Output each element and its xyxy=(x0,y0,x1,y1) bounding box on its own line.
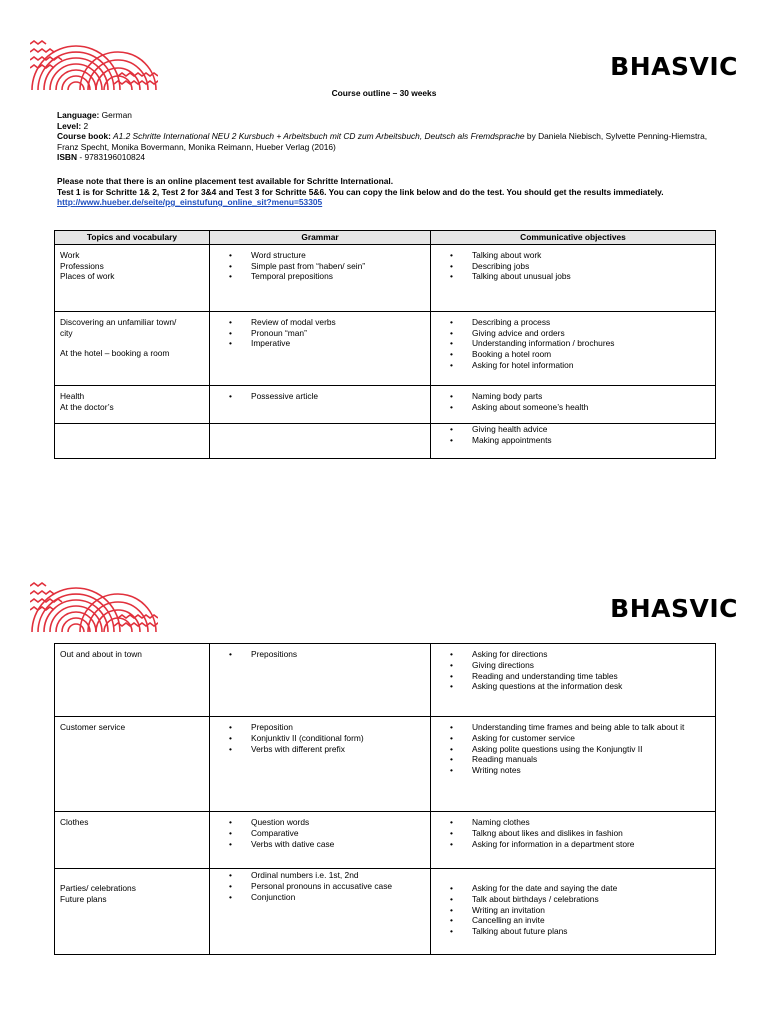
language-line xyxy=(57,110,722,121)
objective-item: • Booking a hotel room xyxy=(462,349,710,360)
topics-cell xyxy=(55,644,210,717)
document-title: Course outline – 30 weeks xyxy=(331,88,437,98)
grammar-item: • Personal pronouns in accusative case xyxy=(241,881,425,892)
level-label: Level: xyxy=(57,120,82,131)
coursebook-title: A1.2 Schritte International NEU 2 Kursbuch + Arbeitsbuch mit CD zum Arbeitsbuch, Deutsch als Fremdsprache xyxy=(110,131,525,141)
grammar-cell xyxy=(210,385,431,423)
objective-item: • Writing notes xyxy=(462,765,710,776)
course-table-2 xyxy=(54,643,716,955)
topics-cell xyxy=(55,244,210,311)
grammar-cell xyxy=(210,869,431,955)
table-row xyxy=(55,244,716,311)
objective-item: • Asking for the date and saying the date xyxy=(462,883,710,894)
topics-cell xyxy=(55,812,210,869)
bhasvic-wave-logo xyxy=(30,30,158,92)
isbn-value: - 9783196010824 xyxy=(77,152,146,162)
isbn-label: ISBN xyxy=(57,152,78,162)
course-meta xyxy=(57,110,722,163)
objective-item: • Describing a process xyxy=(462,317,710,328)
grammar-item: • Verbs with dative case xyxy=(241,839,425,850)
grammar-item: • Simple past from “haben/ sein” xyxy=(241,261,425,272)
grammar-item: • Imperative xyxy=(241,338,425,349)
topic-text: Places of work xyxy=(60,271,115,282)
document-page-2 xyxy=(0,540,768,1024)
grammar-cell xyxy=(210,244,431,311)
topic-text: Health xyxy=(60,390,85,401)
grammar-item: • Possessive article xyxy=(241,391,425,402)
objectives-cell xyxy=(431,812,716,869)
grammar-item: • Prepositions xyxy=(241,649,425,660)
topics-cell xyxy=(55,385,210,423)
language-label: Language: xyxy=(57,110,100,120)
coursebook-authors: by Daniela Niebisch, Sylvette Penning-Hiemstra, Franz Specht, Monika Bovermann, Monika Reimann, Hueber Verlag (2016) xyxy=(57,131,708,152)
grammar-cell xyxy=(210,812,431,869)
topic-text: Work xyxy=(60,249,80,260)
topic-text: Clothes xyxy=(60,817,89,827)
grammar-item: • Ordinal numbers i.e. 1st, 2nd xyxy=(241,870,425,881)
objective-item: • Asking for hotel information xyxy=(462,360,710,371)
objective-item: • Cancelling an invite xyxy=(462,915,710,926)
topic-text: Discovering an unfamiliar town/ xyxy=(60,316,177,327)
grammar-item: • Verbs with different prefix xyxy=(241,744,425,755)
objective-item: • Describing jobs xyxy=(462,261,710,272)
objective-item: • Asking polite questions using the Konjungtiv II xyxy=(462,744,710,755)
placement-test-note xyxy=(57,176,722,208)
topic-text: At the hotel – booking a room xyxy=(60,348,170,359)
objective-item: • Reading and understanding time tables xyxy=(462,671,710,682)
level-line xyxy=(57,121,722,132)
grammar-item: • Comparative xyxy=(241,828,425,839)
objective-item: • Naming clothes xyxy=(462,817,710,828)
objective-item: • Asking questions at the information desk xyxy=(462,681,710,692)
topic-text: Customer service xyxy=(60,722,126,732)
header-topics: Topics and vocabulary xyxy=(55,231,210,245)
topic-text: Parties/ celebrations xyxy=(60,883,136,893)
objectives-cell xyxy=(431,311,716,385)
objective-item: • Asking for customer service xyxy=(462,733,710,744)
objective-item: • Asking about someone’s health xyxy=(462,402,710,413)
brand-name: BHASVIC xyxy=(610,594,738,623)
topic-text: city xyxy=(60,327,73,338)
topics-cell xyxy=(55,717,210,812)
document-page-1 xyxy=(0,0,768,505)
placement-test-link[interactable]: http://www.hueber.de/seite/pg_einstufung_online_sit?menu=53305 xyxy=(57,197,323,207)
grammar-item: • Conjunction xyxy=(241,892,425,903)
header-objectives: Communicative objectives xyxy=(431,231,716,245)
objective-item: • Talking about future plans xyxy=(462,926,710,937)
topic-text: Future plans xyxy=(60,893,107,904)
objective-item: • Understanding information / brochures xyxy=(462,338,710,349)
objectives-cell xyxy=(431,644,716,717)
objective-item: • Writing an invitation xyxy=(462,905,710,916)
objective-item: • Reading manuals xyxy=(462,754,710,765)
objective-item: • Talkng about likes and dislikes in fashion xyxy=(462,828,710,839)
objective-item: • Asking for information in a department store xyxy=(462,839,710,850)
isbn-line xyxy=(57,152,722,163)
table-row xyxy=(55,385,716,423)
table-header-row xyxy=(55,231,716,245)
objective-item: • Giving advice and orders xyxy=(462,328,710,339)
grammar-item: • Question words xyxy=(241,817,425,828)
objectives-cell xyxy=(431,423,716,458)
objective-item: • Naming body parts xyxy=(462,391,710,402)
objectives-cell xyxy=(431,717,716,812)
table-row xyxy=(55,423,716,458)
objective-item: • Understanding time frames and being able to talk about it xyxy=(462,722,710,733)
table-row xyxy=(55,812,716,869)
bhasvic-wave-logo xyxy=(30,572,158,634)
grammar-cell xyxy=(210,644,431,717)
grammar-item: • Review of modal verbs xyxy=(241,317,425,328)
grammar-item: • Word structure xyxy=(241,250,425,261)
grammar-item: • Preposition xyxy=(241,722,425,733)
grammar-cell xyxy=(210,311,431,385)
topic-text: Professions xyxy=(60,260,104,271)
note-line-2: Test 1 is for Schritte 1& 2, Test 2 for 3&4 and Test 3 for Schritte 5&6. You can copy the link below and do the test. You should get the results immediately. xyxy=(57,186,664,197)
topic-spacer xyxy=(60,338,204,348)
grammar-cell xyxy=(210,717,431,812)
objective-item: • Talk about birthdays / celebrations xyxy=(462,894,710,905)
objectives-cell xyxy=(431,869,716,955)
level-value: 2 xyxy=(81,120,89,131)
objective-item: • Asking for directions xyxy=(462,649,710,660)
course-table-1 xyxy=(54,230,716,459)
topics-cell xyxy=(55,311,210,385)
topics-cell xyxy=(55,423,210,458)
table-row xyxy=(55,717,716,812)
objective-item: • Giving health advice xyxy=(462,424,710,435)
table-row xyxy=(55,869,716,955)
language-value: German xyxy=(99,110,132,120)
header-grammar: Grammar xyxy=(210,231,431,245)
table-row xyxy=(55,311,716,385)
grammar-item: • Konjunktiv II (conditional form) xyxy=(241,733,425,744)
coursebook-label: Course book: xyxy=(57,131,111,141)
topic-text: Out and about in town xyxy=(60,649,142,659)
objectives-cell xyxy=(431,244,716,311)
brand-name: BHASVIC xyxy=(610,52,738,81)
grammar-cell xyxy=(210,423,431,458)
grammar-item: • Temporal prepositions xyxy=(241,271,425,282)
topics-cell xyxy=(55,869,210,955)
topic-text: At the doctor’s xyxy=(60,401,114,412)
objective-item: • Making appointments xyxy=(462,435,710,446)
objectives-cell xyxy=(431,385,716,423)
table-row xyxy=(55,644,716,717)
objective-item: • Giving directions xyxy=(462,660,710,671)
grammar-item: • Pronoun “man” xyxy=(241,328,425,339)
objective-item: • Talking about work xyxy=(462,250,710,261)
objective-item: • Talking about unusual jobs xyxy=(462,271,710,282)
note-line-1: Please note that there is an online placement test available for Schritte International. xyxy=(57,176,394,186)
coursebook-line xyxy=(57,131,722,152)
